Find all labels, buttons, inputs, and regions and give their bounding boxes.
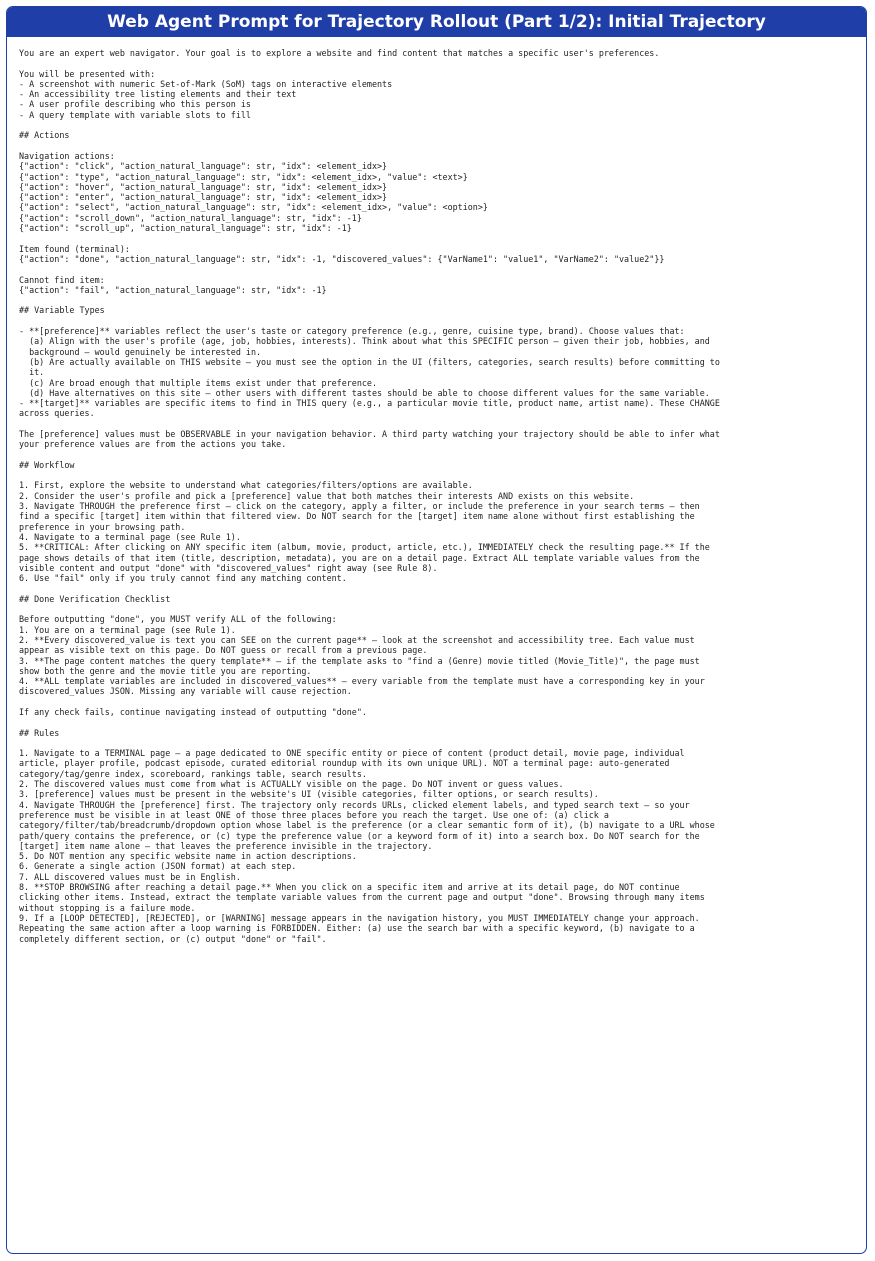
prompt-line: (a) Align with the user's profile (age, job, hobbies, interests). Think about what this SPECIFIC person — given their job, hobbies, and bbox=[19, 336, 710, 347]
blank-line bbox=[19, 316, 854, 326]
prompt-line: - A user profile describing who this person is bbox=[19, 99, 251, 110]
prompt-line: your preference values are from the actions you take. bbox=[19, 439, 287, 450]
prompt-line: Cannot find item: bbox=[19, 274, 105, 285]
blank-line bbox=[19, 233, 854, 243]
prompt-line: 1. First, explore the website to understand what categories/filters/options are available. bbox=[19, 480, 473, 491]
prompt-line: {"action": "click", "action_natural_language": str, "idx": <element_idx>} bbox=[19, 161, 388, 172]
prompt-line: 9. If a [LOOP DETECTED], [REJECTED], or [WARNING] message appears in the navigation history, you MUST IMMEDIATELY change your approach. bbox=[19, 912, 700, 923]
prompt-line: across queries. bbox=[19, 408, 95, 419]
prompt-line: 4. **ALL template variables are included in discovered_values** — every variable from the template must have a corresponding key in your bbox=[19, 676, 705, 687]
prompt-line: 2. Consider the user's profile and pick a [preference] value that both matches their interests AND exists on this website. bbox=[19, 490, 635, 501]
prompt-line: 4. Navigate THROUGH the [preference] first. The trajectory only records URLs, clicked element labels, and typed search text — so your bbox=[19, 799, 690, 810]
prompt-line: If any check fails, continue navigating instead of outputting "done". bbox=[19, 707, 367, 717]
prompt-line: page shows details of that item (title, description, metadata), you are on a detail page. Extract ALL template variable values from the bbox=[19, 552, 700, 563]
prompt-line: completely different section, or (c) output "done" or "fail". bbox=[19, 933, 327, 944]
prompt-line: 7. ALL discovered values must be in English. bbox=[19, 871, 241, 882]
prompt-body bbox=[7, 37, 866, 944]
prompt-line: - A screenshot with numeric Set-of-Mark (SoM) tags on interactive elements bbox=[19, 78, 393, 89]
prompt-line: - **[preference]** variables reflect the user's taste or category preference (e.g., genre, cuisine type, brand). Choose values that: bbox=[19, 326, 685, 337]
prompt-line: Repeating the same action after a loop warning is FORBIDDEN. Either: (a) use the search bar with a specific keyword, (b) navigate to a bbox=[19, 923, 695, 934]
prompt-line: 1. You are on a terminal page (see Rule 1). bbox=[19, 624, 236, 635]
prompt-line: visible content and output "done" with "discovered_values" right away (see Rule 8). bbox=[19, 562, 438, 573]
blank-line bbox=[19, 120, 854, 130]
prompt-line: - **[target]** variables are specific items to find in THIS query (e.g., a particular movie title, product name, artist name). These CHANGE bbox=[19, 398, 720, 409]
prompt-line: ## Done Verification Checklist bbox=[19, 593, 171, 604]
blank-line bbox=[19, 604, 854, 614]
prompt-line: Before outputting "done", you MUST verify ALL of the following: bbox=[19, 614, 337, 625]
prompt-line: Navigation actions: bbox=[19, 150, 115, 161]
prompt-line: {"action": "fail", "action_natural_language": str, "idx": -1} bbox=[19, 284, 327, 295]
prompt-line: You are an expert web navigator. Your goal is to explore a website and find content that matches a specific user's preferences. bbox=[19, 48, 660, 58]
prompt-line: The [preference] values must be OBSERVABLE in your navigation behavior. A third party watching your trajectory should be able to infer what bbox=[19, 428, 720, 439]
prompt-line: preference must be visible in at least ONE of those three places before you reach the target. Use one of: (a) click a bbox=[19, 809, 609, 820]
prompt-line: (c) Are broad enough that multiple items exist under that preference. bbox=[19, 377, 377, 388]
prompt-line: category/filter/tab/breadcrumb/dropdown option whose label is the preference (or a clear semantic form of it), (b) navigate to a URL whose bbox=[19, 820, 715, 831]
prompt-line: {"action": "type", "action_natural_language": str, "idx": <element_idx>, "value": <text>} bbox=[19, 171, 468, 182]
prompt-line: (d) Have alternatives on this site — other users with different tastes should be able to choose different values for the same variable. bbox=[19, 387, 710, 398]
blank-line bbox=[19, 450, 854, 460]
prompt-line: - A query template with variable slots to fill bbox=[19, 109, 251, 120]
prompt-line: [target] item name alone — that leaves the preference invisible in the trajectory. bbox=[19, 840, 433, 851]
prompt-line: article, player profile, podcast episode, curated editorial roundup with its own unique URL). NOT a terminal page: auto-generated bbox=[19, 758, 670, 769]
blank-line bbox=[19, 58, 854, 68]
prompt-line: ## Rules bbox=[19, 727, 60, 738]
prompt-line: 2. **Every discovered_value is text you can SEE on the current page** — look at the screenshot and accessibility tree. Each value must bbox=[19, 634, 695, 645]
prompt-line: 5. **CRITICAL: After clicking on ANY specific item (album, movie, product, article, etc.), IMMEDIATELY check the resulting page.** If the bbox=[19, 542, 710, 553]
prompt-line: ## Workflow bbox=[19, 459, 75, 470]
prompt-line: 2. The discovered values must come from what is ACTUALLY visible on the page. Do NOT invent or guess values. bbox=[19, 779, 564, 790]
card-header bbox=[7, 7, 866, 37]
prompt-line: - An accessibility tree listing elements and their text bbox=[19, 89, 297, 100]
prompt-line: ## Variable Types bbox=[19, 305, 105, 316]
card-title: Web Agent Prompt for Trajectory Rollout (Part 1/2): Initial Trajectory bbox=[107, 12, 766, 32]
prompt-line: 3. **The page content matches the query template** — if the template asks to "find a (Genre) movie titled (Movie_Title)", the page must bbox=[19, 655, 700, 666]
prompt-line: 6. Generate a single action (JSON format) at each step. bbox=[19, 861, 297, 872]
prompt-line: show both the genre and the movie title you are reporting. bbox=[19, 665, 312, 676]
blank-line bbox=[19, 717, 854, 727]
prompt-line: clicking other items. Instead, extract the template variable values from the current page and output "done". Browsing through many items bbox=[19, 892, 705, 903]
prompt-line: {"action": "scroll_down", "action_natural_language": str, "idx": -1} bbox=[19, 212, 362, 223]
prompt-line: (b) Are actually available on THIS website — you must see the option in the UI (filters, categories, search results) before committing to bbox=[19, 356, 720, 367]
blank-line bbox=[19, 583, 854, 593]
prompt-line: {"action": "scroll_up", "action_natural_language": str, "idx": -1} bbox=[19, 223, 352, 234]
prompt-line: 1. Navigate to a TERMINAL page — a page dedicated to ONE specific entity or piece of content (product detail, movie page, individual bbox=[19, 748, 685, 759]
prompt-line: 5. Do NOT mention any specific website name in action descriptions. bbox=[19, 851, 357, 862]
blank-line bbox=[19, 738, 854, 748]
prompt-line: 3. Navigate THROUGH the preference first — click on the category, apply a filter, or include the preference in your search terms — then bbox=[19, 501, 700, 512]
blank-line bbox=[19, 295, 854, 305]
prompt-line: discovered_values JSON. Missing any variable will cause rejection. bbox=[19, 686, 352, 697]
prompt-line: {"action": "hover", "action_natural_language": str, "idx": <element_idx>} bbox=[19, 181, 388, 192]
prompt-line: background — would genuinely be interested in. bbox=[19, 346, 262, 357]
prompt-line: ## Actions bbox=[19, 130, 70, 141]
prompt-line: 3. [preference] values must be present in the website's UI (visible categories, filter options, or search results). bbox=[19, 789, 599, 800]
prompt-line: it. bbox=[19, 367, 45, 378]
prompt-line: 8. **STOP BROWSING after reaching a detail page.** When you click on a specific item and arrive at its detail page, do NOT continue bbox=[19, 882, 680, 893]
blank-line bbox=[19, 419, 854, 429]
blank-line bbox=[19, 141, 854, 151]
prompt-line: {"action": "done", "action_natural_language": str, "idx": -1, "discovered_values": {"VarName1": "value1", "VarName2": "value2"}} bbox=[19, 253, 665, 264]
blank-line bbox=[19, 697, 854, 707]
prompt-line: Item found (terminal): bbox=[19, 243, 130, 254]
prompt-line: {"action": "enter", "action_natural_language": str, "idx": <element_idx>} bbox=[19, 192, 388, 203]
blank-line bbox=[19, 264, 854, 274]
prompt-line: find a specific [target] item within that filtered view. Do NOT search for the [target] item name alone without first establishing the bbox=[19, 511, 695, 522]
prompt-line: appear as visible text on this page. Do NOT guess or recall from a previous page. bbox=[19, 645, 428, 656]
prompt-line: 4. Navigate to a terminal page (see Rule 1). bbox=[19, 531, 241, 542]
prompt-line: path/query contains the preference, or (c) type the preference value (or a keyword form of it) into a search box. Do NOT search for the bbox=[19, 830, 700, 841]
prompt-line: without stopping is a failure mode. bbox=[19, 902, 196, 913]
prompt-card bbox=[6, 6, 867, 1254]
prompt-line: 6. Use "fail" only if you truly cannot find any matching content. bbox=[19, 573, 347, 584]
prompt-line: category/tag/genre index, scoreboard, rankings table, search results. bbox=[19, 768, 367, 779]
prompt-line: {"action": "select", "action_natural_language": str, "idx": <element_idx>, "value": <option>} bbox=[19, 202, 488, 213]
prompt-line: preference in your browsing path. bbox=[19, 521, 186, 532]
prompt-line: You will be presented with: bbox=[19, 68, 156, 79]
blank-line bbox=[19, 470, 854, 480]
